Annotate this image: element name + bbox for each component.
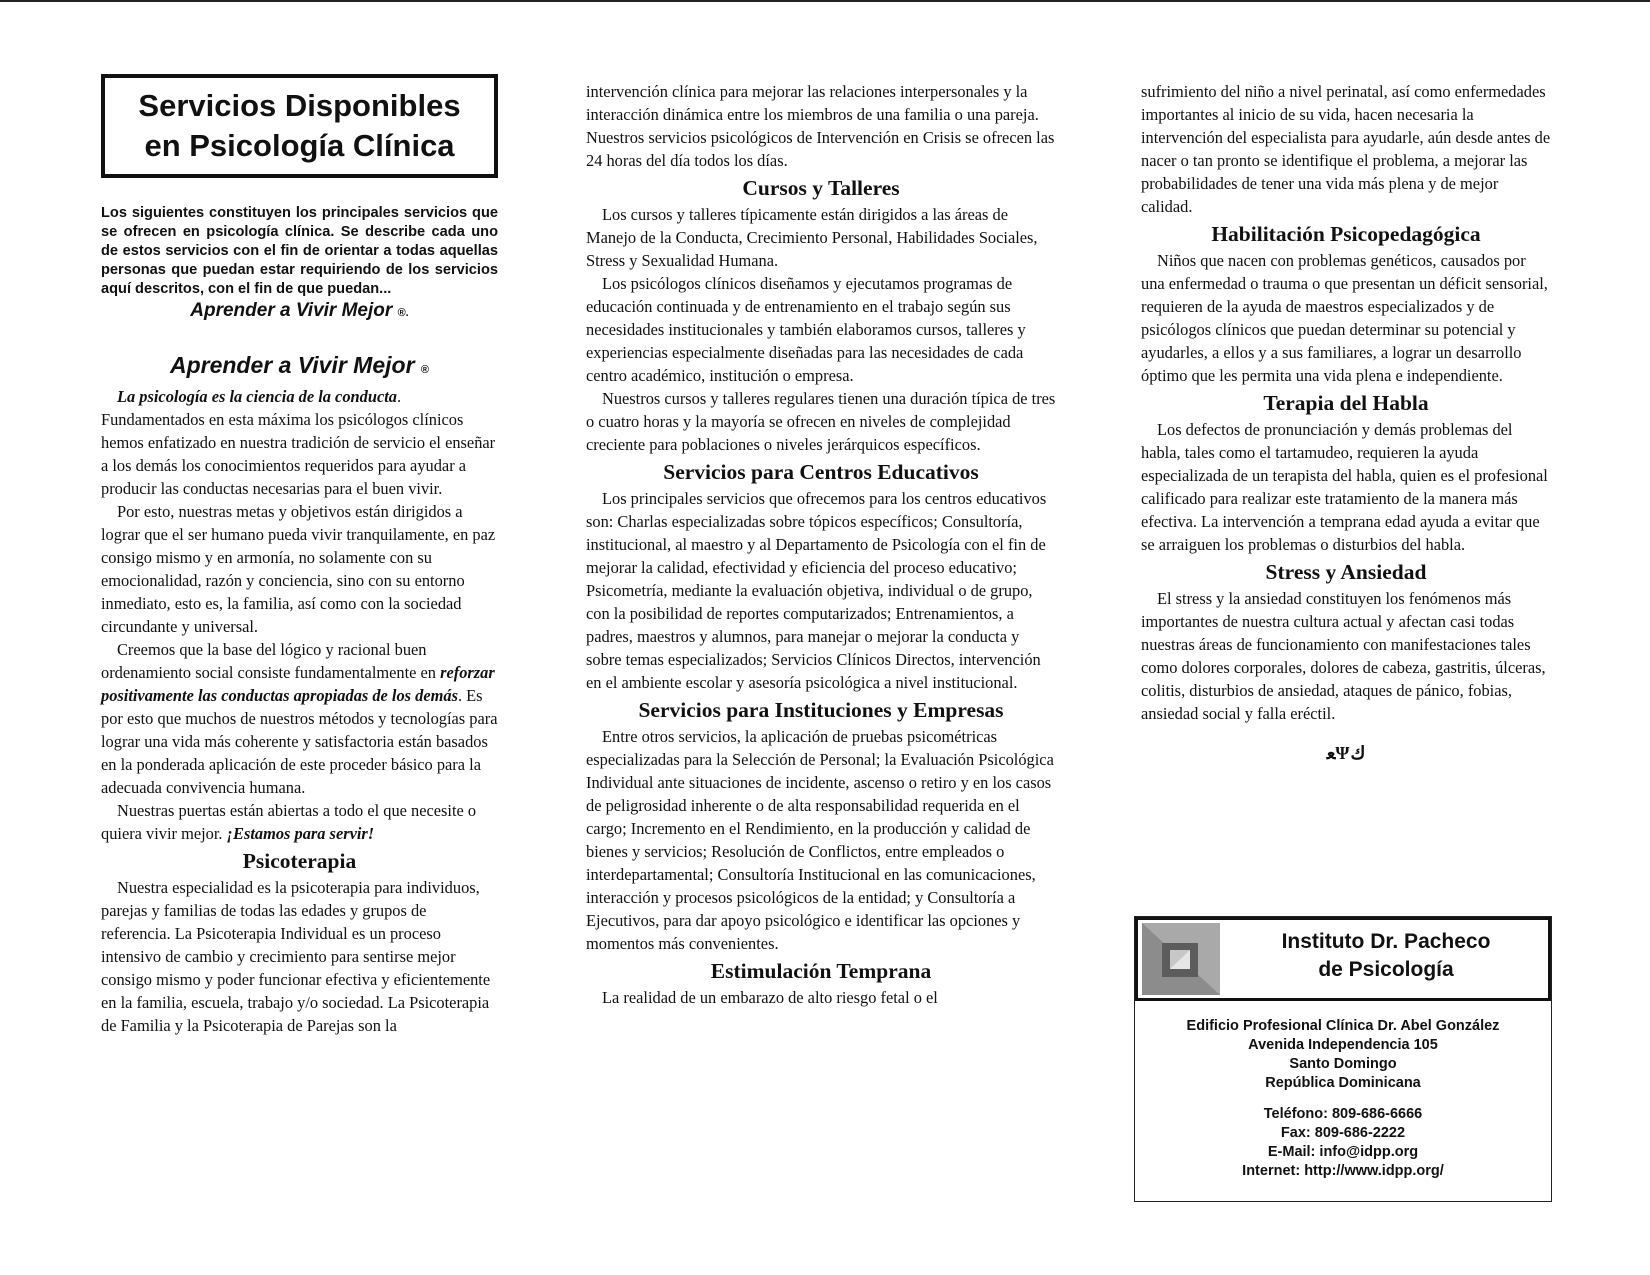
instituciones-heading: Servicios para Instituciones y Empresas [638, 698, 1004, 722]
slogan-mark: ®. [397, 307, 409, 319]
stress-heading: Stress y Ansiedad [1265, 560, 1427, 584]
cursos-heading: Cursos y Talleres [742, 176, 900, 200]
about-p3-end: . Es por esto que muchos de nuestros métodos y tecnologías para lograr una vida más coherente y satisfactoria están basados en la ponderada aplicación de este proceder básico para la adecuada convivencia humana. [101, 686, 498, 797]
institute-name-line-1: Instituto Dr. Pacheco [1281, 930, 1491, 953]
about-p3-start: Creemos que la base del lógico y racional buen ordenamiento social consiste fundamentalmente en [101, 640, 441, 682]
psicoterapia-continued: intervención clínica para mejorar las relaciones interpersonales y la interacción dinámica entre los miembros de una familia o una pareja. Nuestros servicios psicológicos de Intervención en Crisis se ofrecen las 24 horas del día todos los días. [586, 82, 1055, 170]
cursos-paragraph-1: Los cursos y talleres típicamente están dirigidos a las áreas de Manejo de la Conducta, Crecimiento Personal, Habilidades Sociales, Stress y Sexualidad Humana. [586, 205, 1038, 270]
title-box [101, 74, 498, 178]
about-paragraph-1: Fundamentados en esta máxima los psicólogos clínicos hemos enfatizado en nuestra tradición de servicio el enseñar a los demás los conocimientos requeridos para ayudar a producir las conductas necesarias para el buen vivir. [101, 410, 496, 498]
website-link[interactable]: Internet: http://www.idpp.org/ [1242, 1163, 1444, 1179]
about-heading-mark: ® [420, 364, 430, 376]
about-heading [101, 351, 498, 385]
institute-name [1228, 928, 1544, 984]
address-line-1: Edificio Profesional Clínica Dr. Abel González [1186, 1018, 1500, 1034]
institute-logo [1142, 923, 1220, 995]
about-p4-start: Nuestras puertas están abiertas a todo el que necesite o quiera vivir mejor. [101, 801, 477, 843]
habilitacion-heading: Habilitación Psicopedagógica [1211, 222, 1481, 246]
phone: Teléfono: 809-686-6666 [1263, 1106, 1423, 1122]
intro-text: Los siguientes constituyen los principales servicios que se ofrecen en psicología clínica. Se describe cada uno de estos servicios con el fin de orientar a todas aquellas personas que puedan estar requiriendo de los servicios aquí descritos, con el fin de que puedan... [101, 205, 498, 297]
slogan [101, 299, 498, 325]
stress-text: El stress y la ansiedad constituyen los fenómenos más importantes de nuestra cultura actual y afectan casi todas nuestras áreas de funcionamiento con manifestaciones tales como dolores corporales, dolores de cabeza, gastritis, úlceras, colitis, disturbios de ansiedad, ataques de pánico, fobias, ansiedad social y falla eréctil. [1141, 589, 1546, 723]
address-line-4: República Dominicana [1265, 1075, 1421, 1091]
about-lead [101, 385, 498, 408]
habla-heading: Terapia del Habla [1263, 391, 1429, 415]
title-line-1: Servicios Disponibles [138, 88, 461, 123]
about-paragraph-3 [101, 638, 498, 799]
top-rule [0, 0, 1650, 2]
centros-text: Los principales servicios que ofrecemos para los centros educativos son: Charlas especializadas sobre tópicos específicos; Consultoría, institucional, al maestro y al Departamento de Psicología con el fin de mejorar la calidad, efectividad y eficiencia del proceso educativo; Psicometría, mediante la evaluación objetiva, individual o de grupo, con la posibilidad de reportes computarizados; Entrenamientos, a padres, maestros y alumnos, para manejar o mejorar la conducta y sobre temas especializados; Servicios Clínicos Directos, intervención en el ambiente escolar y asesoría psicológica a nivel institucional. [586, 489, 1047, 692]
institute-name-line-2: de Psicología [1318, 958, 1454, 981]
slogan-text: Aprender a Vivir Mejor [190, 300, 393, 321]
logo-squares-icon [1142, 923, 1220, 995]
habla-text: Los defectos de pronunciación y demás problemas del habla, tales como el tartamudeo, requieren la ayuda especializada de un terapista del habla, quien es el profesional calificado para realizar este tratamiento de la manera más efectiva. La intervención a temprana edad ayuda a evitar que se arraiguen los problemas o disturbios del habla. [1141, 420, 1548, 554]
email[interactable]: E-Mail: info@idpp.org [1267, 1144, 1419, 1160]
title-line-2: en Psicología Clínica [144, 128, 455, 163]
address-line-2: Avenida Independencia 105 [1248, 1037, 1438, 1053]
ornament-glyph: ﻌΨﻙ [1326, 743, 1366, 763]
column-middle [586, 80, 1056, 1009]
about-heading-text: Aprender a Vivir Mejor [169, 352, 415, 378]
instituciones-text: Entre otros servicios, la aplicación de pruebas psicométricas especializadas para la Selección de Personal; la Evaluación Psicológica Individual ante situaciones de incidente, ascenso o retiro y en los casos de peligrosidad inherente o de alta responsabilidad requerida en el cargo; Incremento en el Rendimiento, en la producción y calidad de bienes y servicios; Resolución de Conflictos, entre empleados o interdepartamental; Consultoría Institucional en las comunicaciones, interacción y procesos psicológicos de la entidad; y Consultoría a Ejecutivos, para dar apoyo psicológico e identificar las opciones y momentos más convenientes. [586, 727, 1054, 953]
column-left [101, 74, 498, 1037]
institute-contact [1135, 1017, 1551, 1181]
fax: Fax: 809-686-2222 [1280, 1125, 1406, 1141]
about-p4-bold: ¡Estamos para servir! [226, 824, 375, 843]
centros-heading: Servicios para Centros Educativos [663, 460, 979, 484]
psicoterapia-text: Nuestra especialidad es la psicoterapia para individuos, parejas y familias de todas las edades y grupos de referencia. La Psicoterapia Individual es un proceso intensivo de cambio y crecimiento para sentirse mejor consigo mismo y poder funcionar efectiva y eficientemente en la familia, escuela, trabajo y/o sociedad. La Psicoterapia de Familia y la Psicoterapia de Parejas son la [101, 878, 491, 1035]
institute-box [1134, 916, 1552, 1202]
about-paragraph-4 [101, 799, 498, 845]
about-lead-bold: La psicología es la ciencia de la conducta [117, 387, 397, 406]
address-line-3: Santo Domingo [1289, 1056, 1397, 1072]
psicoterapia-heading: Psicoterapia [242, 849, 357, 873]
about-p3-bold: reforzar positivamente las conductas apropiadas de los demás [101, 663, 495, 705]
estimulacion-heading: Estimulación Temprana [710, 959, 932, 983]
habilitacion-text: Niños que nacen con problemas genéticos, causados por una enfermedad o trauma o que presentan un déficit sensorial, requieren de la ayuda de maestros especializados y de psicólogos clínicos que puedan determinar su potencial y ayudarles, a ellos y a sus familiares, a lograr un desarrollo óptimo que les permita una vida plena e independiente. [1141, 251, 1548, 385]
cursos-paragraph-3: Nuestros cursos y talleres regulares tienen una duración típica de tres o cuatro horas y la mayoría se ofrecen en niveles de complejidad creciente para poblaciones o niveles jerárquicos específicos. [586, 389, 1056, 454]
cursos-paragraph-2: Los psicólogos clínicos diseñamos y ejecutamos programas de educación continuada y de entrenamiento en el trabajo según sus necesidades institucionales y también elaboramos cursos, talleres y experiencias especialmente diseñadas para las necesidades de cada centro académico, institución o empresa. [586, 274, 1026, 385]
institute-header [1135, 917, 1551, 1001]
about-paragraph-2: Por esto, nuestras metas y objetivos están dirigidos a lograr que el ser humano pueda vivir tranquilamente, en paz consigo mismo y en armonía, no solamente con su emocionalidad, razón y conciencia, sino con su entorno inmediato, esto es, la familia, así como con la sociedad circundante y universal. [101, 502, 496, 636]
column-right [1141, 80, 1551, 784]
about-lead-end: . [396, 387, 402, 406]
estimulacion-continued: sufrimiento del niño a nivel perinatal, así como enfermedades importantes al inicio de su vida, hacen necesaria la intervención del especialista para ayudarle, aún desde antes de nacer o tan pronto se identifique el problema, a mejorar las probabilidades de tener una vida más plena y de mejor calidad. [1141, 82, 1551, 216]
estimulacion-text: La realidad de un embarazo de alto riesgo fetal o el [602, 988, 938, 1007]
